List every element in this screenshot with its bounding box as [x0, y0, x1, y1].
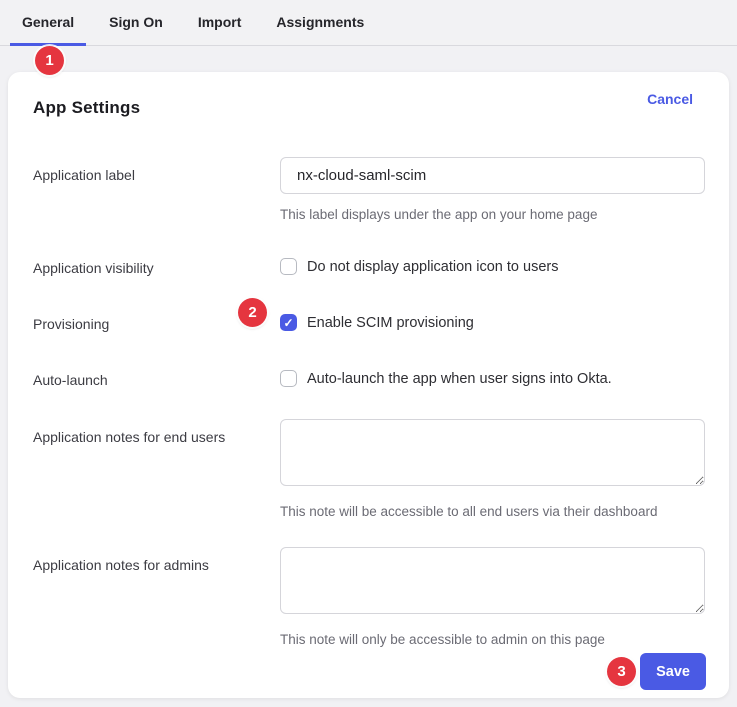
notes-admins-textarea[interactable]	[280, 547, 705, 614]
annotation-badge-1: 1	[35, 46, 64, 75]
application-visibility-checkbox-wrap[interactable]	[280, 258, 705, 275]
tab-assignments[interactable]: Assignments	[276, 13, 365, 30]
save-button[interactable]: Save	[640, 653, 706, 690]
tab-sign-on[interactable]: Sign On	[109, 13, 163, 30]
application-label-input[interactable]	[280, 157, 705, 194]
row-notes-admins	[33, 547, 705, 649]
cancel-button[interactable]: Cancel	[647, 91, 693, 107]
provisioning-checkbox-label: Enable SCIM provisioning	[307, 314, 474, 331]
row-application-visibility	[33, 258, 705, 277]
application-visibility-label: Application visibility	[33, 260, 154, 276]
provisioning-checkbox-wrap[interactable]	[280, 314, 705, 331]
card-footer	[640, 653, 706, 690]
application-visibility-checkbox-label: Do not display application icon to users	[307, 258, 559, 275]
notes-end-users-label: Application notes for end users	[33, 429, 226, 445]
annotation-badge-3: 3	[607, 657, 636, 686]
row-application-label	[33, 157, 705, 224]
annotation-badge-2: 2	[238, 298, 267, 327]
row-provisioning	[33, 314, 705, 333]
provisioning-checkbox[interactable]	[280, 314, 297, 331]
auto-launch-checkbox-label: Auto-launch the app when user signs into Okta.	[307, 370, 612, 387]
tab-bar	[0, 0, 737, 46]
row-notes-end-users	[33, 419, 705, 521]
card-header	[33, 91, 705, 118]
app-settings-card	[8, 72, 729, 698]
application-label-helper: This label displays under the app on your home page	[280, 207, 598, 222]
auto-launch-label: Auto-launch	[33, 372, 108, 388]
auto-launch-checkbox-wrap[interactable]	[280, 370, 705, 387]
auto-launch-checkbox[interactable]	[280, 370, 297, 387]
application-label-label: Application label	[33, 167, 135, 183]
tab-general[interactable]: General	[10, 0, 86, 46]
application-visibility-checkbox[interactable]	[280, 258, 297, 275]
row-auto-launch	[33, 370, 705, 389]
page-title: App Settings	[33, 98, 141, 117]
notes-admins-label: Application notes for admins	[33, 557, 209, 573]
notes-end-users-helper: This note will be accessible to all end users via their dashboard	[280, 504, 658, 519]
provisioning-label: Provisioning	[33, 316, 110, 332]
notes-end-users-textarea[interactable]	[280, 419, 705, 486]
tab-import[interactable]: Import	[197, 13, 242, 30]
notes-admins-helper: This note will only be accessible to admin on this page	[280, 632, 605, 647]
